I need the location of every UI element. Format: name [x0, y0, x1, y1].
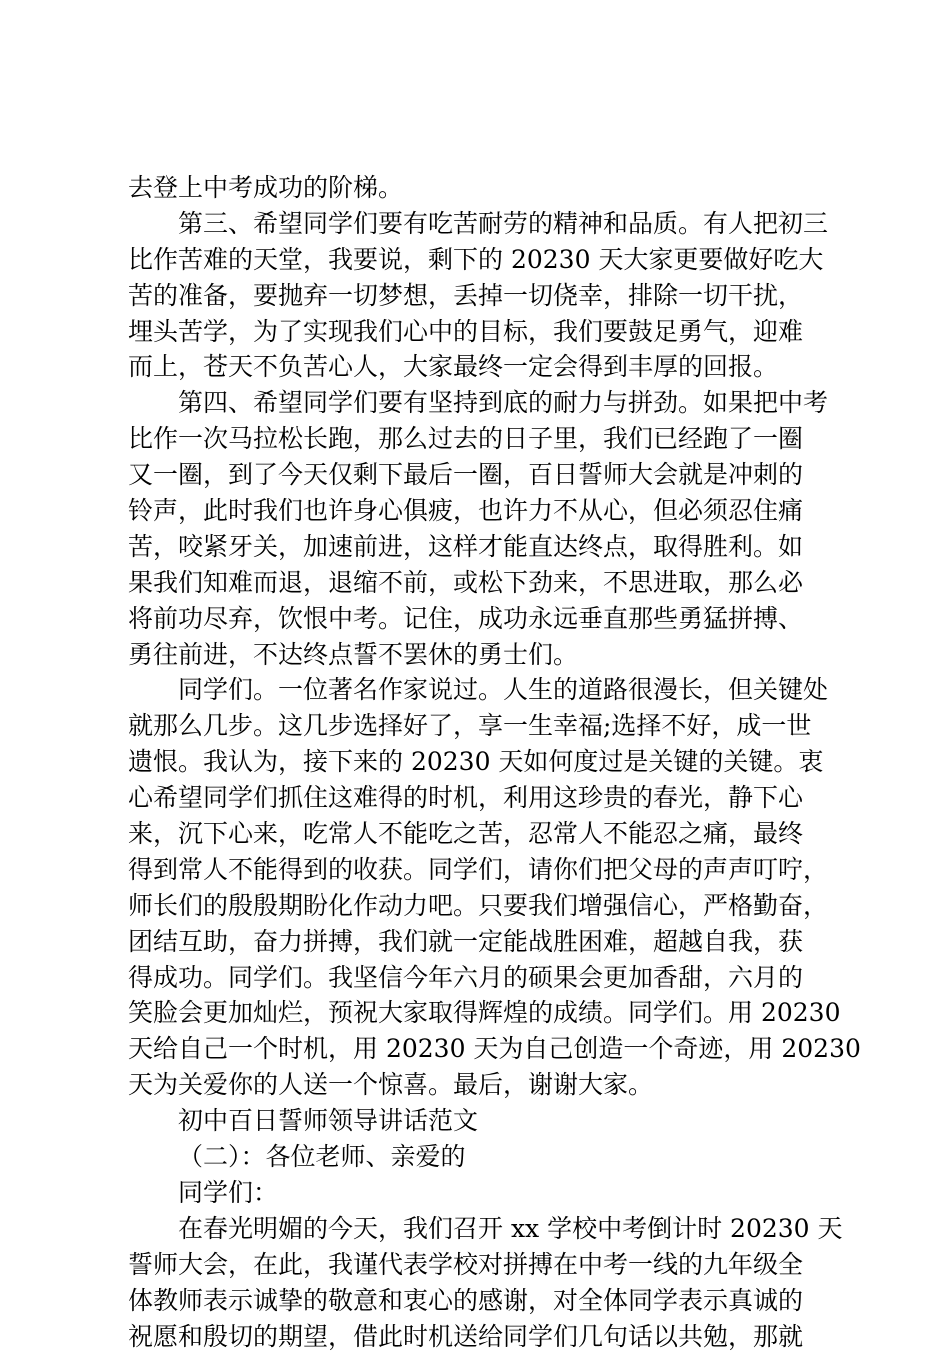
text-line: 团结互助，奋力拼搏，我们就一定能战胜困难，超越自我，获	[128, 924, 838, 960]
text-line: 祝愿和殷切的期望，借此时机送给同学们几句话以共勉，那就	[128, 1319, 838, 1354]
text-line: 得到常人不能得到的收获。同学们，请你们把父母的声声叮咛，	[128, 852, 838, 888]
text-line: 而上，苍天不负苦心人，大家最终一定会得到丰厚的回报。	[128, 349, 838, 385]
text-line: 比作苦难的天堂，我要说，剩下的 20230 天大家更要做好吃大	[128, 242, 838, 278]
text-line: 同学们：	[128, 1175, 838, 1211]
text-line: （二）：各位老师、亲爱的	[128, 1139, 838, 1175]
text-line: 笑脸会更加灿烂，预祝大家取得辉煌的成绩。同学们。用 20230	[128, 995, 838, 1031]
text-line: 苦的准备，要抛弃一切梦想，丢掉一切侥幸，排除一切干扰，	[128, 278, 838, 314]
text-line: 苦，咬紧牙关，加速前进，这样才能直达终点，取得胜利。如	[128, 529, 838, 565]
text-line: 天给自己一个时机，用 20230 天为自己创造一个奇迹，用 20230	[128, 1031, 838, 1067]
text-line: 心希望同学们抓住这难得的时机，利用这珍贵的春光，静下心	[128, 780, 838, 816]
text-line: 师长们的殷殷期盼化作动力吧。只要我们增强信心，严格勤奋，	[128, 888, 838, 924]
text-line: 比作一次马拉松长跑，那么过去的日子里，我们已经跑了一圈	[128, 421, 838, 457]
text-line: 同学们。一位著名作家说过。人生的道路很漫长，但关键处	[128, 672, 838, 708]
text-line: 在春光明媚的今天，我们召开 xx 学校中考倒计时 20230 天	[128, 1211, 838, 1247]
text-line: 遗恨。我认为，接下来的 20230 天如何度过是关键的关键。衷	[128, 744, 838, 780]
document-body	[128, 170, 838, 1354]
text-line: 埋头苦学，为了实现我们心中的目标，我们要鼓足勇气，迎难	[128, 314, 838, 350]
text-line: 又一圈，到了今天仅剩下最后一圈，百日誓师大会就是冲刺的	[128, 457, 838, 493]
text-line: 勇往前进，不达终点誓不罢休的勇士们。	[128, 637, 838, 673]
text-line: 铃声，此时我们也许身心俱疲，也许力不从心，但必须忍住痛	[128, 493, 838, 529]
text-line: 就那么几步。这几步选择好了，享一生幸福;选择不好，成一世	[128, 708, 838, 744]
text-line: 第三、希望同学们要有吃苦耐劳的精神和品质。有人把初三	[128, 206, 838, 242]
text-line: 第四、希望同学们要有坚持到底的耐力与拼劲。如果把中考	[128, 385, 838, 421]
text-line: 去登上中考成功的阶梯。	[128, 170, 838, 206]
text-line: 将前功尽弃，饮恨中考。记住，成功永远垂直那些勇猛拼搏、	[128, 601, 838, 637]
text-line: 天为关爱你的人送一个惊喜。最后，谢谢大家。	[128, 1067, 838, 1103]
text-line: 体教师表示诚挚的敬意和衷心的感谢，对全体同学表示真诚的	[128, 1283, 838, 1319]
text-line: 得成功。同学们。我坚信今年六月的硕果会更加香甜，六月的	[128, 960, 838, 996]
text-line: 来，沉下心来，吃常人不能吃之苦，忍常人不能忍之痛，最终	[128, 816, 838, 852]
text-line: 果我们知难而退，退缩不前，或松下劲来，不思进取，那么必	[128, 565, 838, 601]
text-line: 誓师大会，在此，我谨代表学校对拼搏在中考一线的九年级全	[128, 1247, 838, 1283]
text-line: 初中百日誓师领导讲话范文	[128, 1103, 838, 1139]
